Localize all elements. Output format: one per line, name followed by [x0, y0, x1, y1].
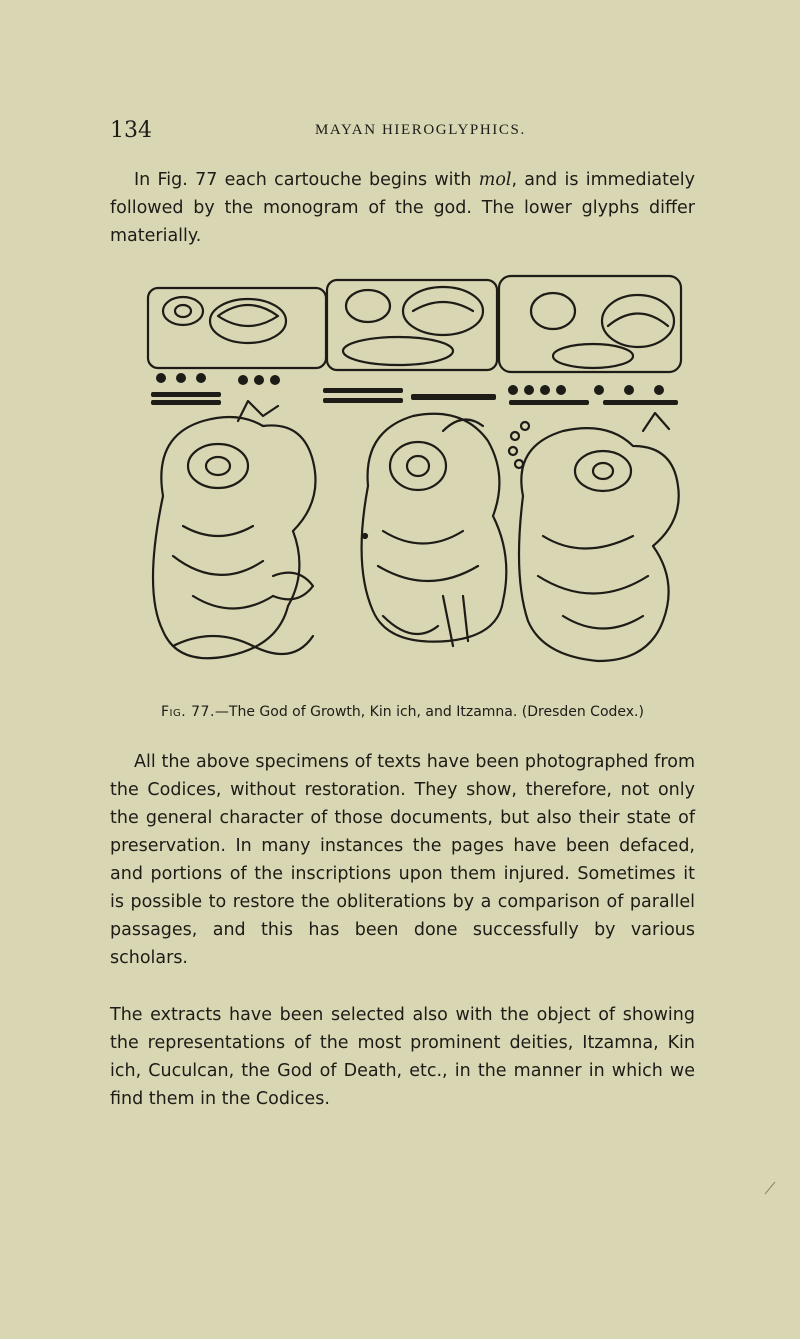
figure-caption-label: Fig. 77.: [161, 704, 215, 720]
panel-itzamna: [509, 413, 679, 661]
codex-illustration: [143, 266, 686, 696]
page-header: [0, 118, 800, 148]
paragraph-1: [110, 166, 695, 250]
paragraph-1-end: , and is immediately followed by the monogram of the god. The lower glyphs differ materially.: [110, 170, 695, 246]
numeral-bars-and-dots: [151, 373, 678, 405]
page-number: 134: [110, 118, 152, 143]
italic-term-mol: mol: [478, 170, 512, 190]
paragraph-1-start: In Fig. 77 each cartouche begins with: [134, 170, 479, 190]
figure-77: [143, 266, 686, 696]
glyph-cartouche-band: [148, 276, 681, 372]
paragraph-3: The extracts have been selected also with the object of showing the representations of the most prominent deities, Itzamna, Kin ich, Cuculcan, the God of Death, etc., in the manner in which we find them in the Codices.: [110, 1005, 695, 1109]
figure-caption: [110, 704, 695, 720]
running-head: MAYAN HIEROGLYPHICS.: [315, 122, 526, 138]
paper-smudge-mark: [763, 1180, 777, 1196]
panel-god-of-growth: [153, 401, 316, 658]
figure-caption-text: —The God of Growth, Kin ich, and Itzamna. (Dresden Codex.): [214, 704, 644, 720]
panel-kin-ich: [362, 414, 507, 646]
paragraph-2: All the above specimens of texts have been photographed from the Codices, without restoration. They show, therefore, not only the general character of those documents, but also their state of preservation. In many instances the pages have been defaced, and portions of the inscriptions upon them injured. Sometimes it is possible to restore the obliterations by a comparison of parallel passages, and this has been done successfully by various scholars.: [110, 752, 695, 968]
